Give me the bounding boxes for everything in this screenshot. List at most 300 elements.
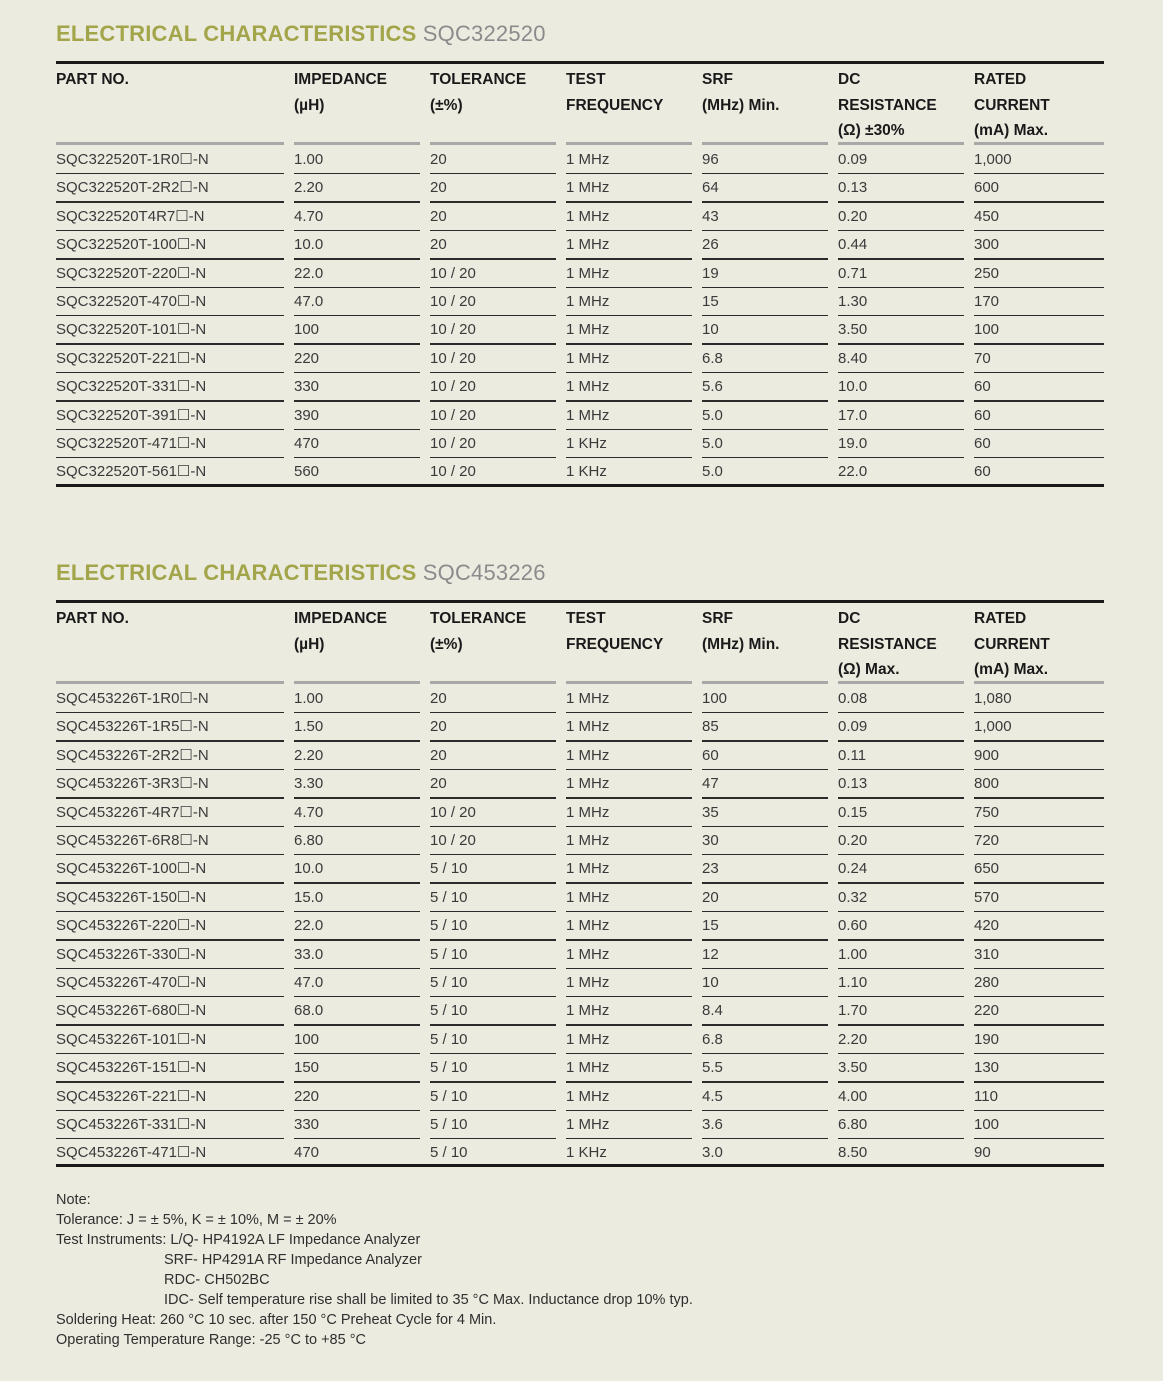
table-row bbox=[56, 458, 1104, 486]
table-cell: 10 / 20 bbox=[430, 832, 476, 849]
table-row bbox=[56, 969, 1104, 997]
table-row bbox=[56, 402, 1104, 430]
header-rule bbox=[974, 681, 1104, 684]
column-header-line: RATED bbox=[974, 71, 1027, 88]
table-cell: 1,000 bbox=[974, 151, 1012, 168]
table-cell: 85 bbox=[702, 718, 719, 736]
table-cell: 1 MHz bbox=[566, 1059, 610, 1077]
table-cell: 1 MHz bbox=[566, 236, 610, 254]
table-cell: 150 bbox=[294, 1059, 320, 1077]
table-cell: 190 bbox=[974, 1030, 1000, 1048]
table-cell: 60 bbox=[974, 378, 991, 396]
note-instruments: Test Instruments: L/Q- HP4192A LF Impedance Analyzer bbox=[56, 1232, 421, 1248]
column-header bbox=[566, 67, 663, 118]
table-cell: SQC322520T-1R0☐-N bbox=[56, 151, 209, 168]
column-header-line: TOLERANCE bbox=[430, 610, 527, 627]
column-header-line: TEST bbox=[566, 71, 606, 88]
table-cell: 10.0 bbox=[838, 378, 868, 396]
table-cell: SQC453226T-680☐-N bbox=[56, 1002, 207, 1020]
column-header-line: FREQUENCY bbox=[566, 96, 664, 114]
table-cell: 300 bbox=[974, 236, 1000, 254]
table-cell: 1.00 bbox=[838, 945, 868, 963]
table-cell: 1 MHz bbox=[566, 917, 610, 935]
table-cell: 22.0 bbox=[294, 264, 324, 282]
table-cell: 2.20 bbox=[294, 746, 324, 764]
table-cell: 1 KHz bbox=[566, 1144, 607, 1162]
note-tolerance: Tolerance: J = ± 5%, K = ± 10%, M = ± 20% bbox=[56, 1212, 337, 1228]
table-header bbox=[56, 606, 1104, 684]
table-cell: 6.80 bbox=[838, 1116, 868, 1133]
table-row bbox=[56, 316, 1104, 344]
table-cell: 220 bbox=[294, 1087, 320, 1105]
table-cell: SQC322520T-2R2☐-N bbox=[56, 179, 209, 197]
table-cell: SQC453226T-470☐-N bbox=[56, 974, 207, 991]
table-cell: 6.8 bbox=[702, 1030, 723, 1048]
table-cell: 4.70 bbox=[294, 207, 324, 225]
table-cell: SQC453226T-221☐-N bbox=[56, 1087, 207, 1105]
table-cell: 170 bbox=[974, 293, 1000, 310]
table-cell: 1 MHz bbox=[566, 1087, 610, 1105]
table-row bbox=[56, 260, 1104, 288]
table-cell: 4.00 bbox=[838, 1087, 868, 1105]
title-brand: ELECTRICAL CHARACTERISTICS bbox=[56, 21, 417, 46]
table-cell: 19.0 bbox=[838, 435, 868, 452]
column-header-line: IMPEDANCE bbox=[294, 71, 388, 88]
table-cell: SQC322520T-221☐-N bbox=[56, 349, 207, 367]
table-cell: 1 MHz bbox=[566, 746, 610, 764]
table-cell: SQC453226T-330☐-N bbox=[56, 945, 207, 963]
table-cell: 60 bbox=[974, 463, 991, 481]
column-header-line: TOLERANCE bbox=[430, 71, 527, 88]
table-cell: 130 bbox=[974, 1059, 1000, 1077]
table-cell: 5 / 10 bbox=[430, 974, 468, 991]
table-row bbox=[56, 941, 1104, 969]
table-cell: 1.50 bbox=[294, 718, 324, 736]
table-cell: 330 bbox=[294, 1116, 320, 1133]
table-section-sqc322520 bbox=[56, 20, 1104, 490]
table-cell: 420 bbox=[974, 917, 1000, 935]
table-cell: 5 / 10 bbox=[430, 888, 468, 906]
column-header bbox=[838, 606, 937, 683]
table-cell: 23 bbox=[702, 860, 719, 878]
table-cell: SQC322520T4R7☐-N bbox=[56, 207, 205, 225]
table-cell: 800 bbox=[974, 775, 1000, 793]
table-cell: 20 bbox=[430, 236, 447, 254]
table-cell: 4.70 bbox=[294, 803, 324, 821]
table-cell: 15.0 bbox=[294, 888, 324, 906]
column-header-line: TEST bbox=[566, 610, 606, 627]
table-cell: SQC453226T-471☐-N bbox=[56, 1144, 207, 1162]
table-row bbox=[56, 742, 1104, 770]
table-cell: 100 bbox=[294, 1030, 320, 1048]
table-cell: 20 bbox=[430, 207, 447, 225]
column-header-line: (±%) bbox=[430, 635, 463, 653]
table-cell: SQC453226T-1R5☐-N bbox=[56, 718, 209, 736]
column-header bbox=[838, 67, 937, 144]
table-cell: 0.20 bbox=[838, 832, 868, 849]
table-row bbox=[56, 1111, 1104, 1139]
table-row bbox=[56, 713, 1104, 741]
table-cell: SQC453226T-331☐-N bbox=[56, 1116, 207, 1133]
table-cell: 0.24 bbox=[838, 860, 868, 878]
column-header-line: CURRENT bbox=[974, 96, 1050, 114]
table-cell: 17.0 bbox=[838, 406, 868, 424]
table-cell: 250 bbox=[974, 264, 1000, 282]
table-cell: 70 bbox=[974, 349, 991, 367]
note-idc: IDC- Self temperature rise shall be limited to 35 °C Max. Inductance drop 10% typ. bbox=[164, 1292, 693, 1308]
table-cell: 2.20 bbox=[838, 1030, 868, 1048]
table-cell: 20 bbox=[430, 718, 447, 736]
table-cell: 96 bbox=[702, 151, 719, 168]
table-cell: 0.09 bbox=[838, 151, 868, 168]
column-header-line: CURRENT bbox=[974, 635, 1050, 653]
header-rule bbox=[702, 681, 828, 684]
column-header-line: (MHz) Min. bbox=[702, 635, 780, 653]
table-cell: SQC322520T-391☐-N bbox=[56, 406, 207, 424]
table-cell: 650 bbox=[974, 860, 1000, 878]
table-cell: SQC453226T-151☐-N bbox=[56, 1059, 207, 1077]
column-header bbox=[294, 606, 387, 657]
table-cell: 8.4 bbox=[702, 1002, 723, 1020]
table-cell: SQC322520T-100☐-N bbox=[56, 236, 207, 254]
table-cell: 60 bbox=[702, 746, 719, 764]
table-cell: 1 MHz bbox=[566, 803, 610, 821]
table-bottom-rule bbox=[56, 1164, 1104, 1167]
header-rule bbox=[566, 142, 692, 145]
column-header bbox=[566, 606, 663, 657]
table-cell: 5 / 10 bbox=[430, 1144, 468, 1162]
table-cell: 5.6 bbox=[702, 378, 723, 396]
column-header bbox=[702, 67, 779, 118]
column-header-line: (Ω) ±30% bbox=[838, 122, 905, 139]
table-cell: 310 bbox=[974, 945, 1000, 963]
table-cell: 20 bbox=[430, 746, 447, 764]
column-header-line: RATED bbox=[974, 610, 1027, 627]
table-cell: 12 bbox=[702, 945, 719, 963]
table-cell: 10 / 20 bbox=[430, 435, 476, 452]
table-cell: 5.0 bbox=[702, 406, 723, 424]
column-header bbox=[974, 67, 1050, 144]
table-cell: 5.0 bbox=[702, 463, 723, 481]
table-cell: 8.40 bbox=[838, 349, 868, 367]
table-cell: 1 MHz bbox=[566, 945, 610, 963]
table-cell: 1 MHz bbox=[566, 406, 610, 424]
table-cell: 720 bbox=[974, 832, 1000, 849]
table-cell: 1.10 bbox=[838, 974, 868, 991]
table-cell: 10 / 20 bbox=[430, 803, 476, 821]
table-row bbox=[56, 373, 1104, 401]
table-cell: 1 KHz bbox=[566, 435, 607, 452]
table-cell: 1.00 bbox=[294, 151, 324, 168]
table-cell: SQC322520T-331☐-N bbox=[56, 378, 207, 396]
column-header-line: (mA) Max. bbox=[974, 661, 1049, 678]
table-row bbox=[56, 1083, 1104, 1111]
table-cell: 10 / 20 bbox=[430, 321, 476, 339]
table-cell: 220 bbox=[974, 1002, 1000, 1020]
table-cell: SQC453226T-150☐-N bbox=[56, 888, 207, 906]
table-cell: 10 / 20 bbox=[430, 293, 476, 310]
table-cell: 10 bbox=[702, 321, 719, 339]
title-model: SQC322520 bbox=[422, 21, 546, 46]
header-rule bbox=[838, 681, 964, 684]
table-cell: 470 bbox=[294, 435, 320, 452]
note-operating: Operating Temperature Range: -25 °C to +85 °C bbox=[56, 1332, 366, 1348]
table-cell: 450 bbox=[974, 207, 1000, 225]
section-title bbox=[56, 21, 546, 47]
table-cell: 20 bbox=[430, 151, 447, 168]
column-header-line: (µH) bbox=[294, 635, 325, 653]
table-top-rule bbox=[56, 61, 1104, 64]
header-rule bbox=[294, 681, 420, 684]
header-rule bbox=[56, 142, 284, 145]
table-row bbox=[56, 1026, 1104, 1054]
column-header-line: IMPEDANCE bbox=[294, 610, 388, 627]
table-cell: 1 MHz bbox=[566, 888, 610, 906]
table-cell: 47 bbox=[702, 775, 719, 793]
table-top-rule bbox=[56, 600, 1104, 603]
table-cell: 0.08 bbox=[838, 690, 868, 707]
column-header-line: (mA) Max. bbox=[974, 122, 1049, 139]
column-header bbox=[702, 606, 779, 657]
column-header-line: RESISTANCE bbox=[838, 96, 937, 114]
header-rule bbox=[56, 681, 284, 684]
column-header-line: FREQUENCY bbox=[566, 635, 664, 653]
header-rule bbox=[430, 681, 556, 684]
table-cell: 100 bbox=[294, 321, 320, 339]
column-header-line: SRF bbox=[702, 610, 733, 627]
header-rule bbox=[566, 681, 692, 684]
table-cell: 0.60 bbox=[838, 917, 868, 935]
table-cell: 1 MHz bbox=[566, 207, 610, 225]
column-header bbox=[56, 606, 129, 632]
header-rule bbox=[430, 142, 556, 145]
table-row bbox=[56, 770, 1104, 798]
table-cell: 900 bbox=[974, 746, 1000, 764]
table-cell: 110 bbox=[974, 1087, 998, 1105]
table-cell: 5 / 10 bbox=[430, 1059, 468, 1077]
table-cell: 0.71 bbox=[838, 264, 868, 282]
table-cell: SQC322520T-561☐-N bbox=[56, 463, 207, 481]
table-section-sqc453226 bbox=[56, 559, 1104, 1171]
table-cell: SQC322520T-220☐-N bbox=[56, 264, 207, 282]
table-cell: 0.15 bbox=[838, 803, 868, 821]
table-cell: 1.70 bbox=[838, 1002, 868, 1020]
table-cell: 600 bbox=[974, 179, 1000, 197]
table-cell: 10.0 bbox=[294, 236, 324, 254]
table-cell: 470 bbox=[294, 1144, 320, 1162]
table-cell: SQC322520T-471☐-N bbox=[56, 435, 207, 452]
table-cell: 5 / 10 bbox=[430, 1030, 468, 1048]
section-title bbox=[56, 560, 546, 586]
table-cell: 5 / 10 bbox=[430, 860, 468, 878]
table-cell: 3.30 bbox=[294, 775, 324, 793]
column-header bbox=[294, 67, 387, 118]
table-cell: 1,000 bbox=[974, 718, 1012, 736]
table-cell: 20 bbox=[430, 775, 447, 793]
column-header-line: DC bbox=[838, 610, 861, 627]
table-cell: 750 bbox=[974, 803, 1000, 821]
table-cell: 3.6 bbox=[702, 1116, 723, 1133]
column-header-line: SRF bbox=[702, 71, 733, 88]
table-cell: SQC322520T-101☐-N bbox=[56, 321, 207, 339]
note-heading: Note: bbox=[56, 1192, 91, 1208]
column-header-line: (MHz) Min. bbox=[702, 96, 780, 114]
table-row bbox=[56, 912, 1104, 940]
note-soldering: Soldering Heat: 260 °C 10 sec. after 150 °C Preheat Cycle for 4 Min. bbox=[56, 1312, 497, 1328]
table-cell: 10 / 20 bbox=[430, 264, 476, 282]
table-cell: 20 bbox=[430, 690, 447, 707]
table-cell: 560 bbox=[294, 463, 320, 481]
table-cell: 10 / 20 bbox=[430, 406, 476, 424]
table-cell: 5 / 10 bbox=[430, 917, 468, 935]
header-rule bbox=[294, 142, 420, 145]
table-cell: 1 MHz bbox=[566, 775, 610, 793]
header-rule bbox=[838, 142, 964, 145]
table-cell: 5 / 10 bbox=[430, 945, 468, 963]
table-cell: SQC453226T-100☐-N bbox=[56, 860, 207, 878]
table-cell: 68.0 bbox=[294, 1002, 324, 1020]
table-cell: 2.20 bbox=[294, 179, 324, 197]
table-cell: 390 bbox=[294, 406, 320, 424]
table-cell: 35 bbox=[702, 803, 719, 821]
table-cell: 4.5 bbox=[702, 1087, 723, 1105]
table-cell: 5 / 10 bbox=[430, 1116, 468, 1133]
table-cell: 1 KHz bbox=[566, 463, 607, 481]
table-cell: 64 bbox=[702, 179, 719, 197]
table-row bbox=[56, 146, 1104, 174]
table-cell: 1 MHz bbox=[566, 151, 610, 168]
table-cell: 3.50 bbox=[838, 321, 868, 339]
table-cell: 570 bbox=[974, 888, 1000, 906]
table-cell: SQC453226T-4R7☐-N bbox=[56, 803, 209, 821]
table-row bbox=[56, 203, 1104, 231]
table-cell: 90 bbox=[974, 1144, 991, 1162]
table-cell: 5 / 10 bbox=[430, 1087, 468, 1105]
table-cell: 1 MHz bbox=[566, 349, 610, 367]
table-cell: 1 MHz bbox=[566, 321, 610, 339]
table-cell: 220 bbox=[294, 349, 320, 367]
table-cell: 15 bbox=[702, 293, 719, 310]
column-header-line: RESISTANCE bbox=[838, 635, 937, 653]
table-cell: 60 bbox=[974, 435, 991, 452]
table-cell: 1 MHz bbox=[566, 179, 610, 197]
column-header-line: (µH) bbox=[294, 96, 325, 114]
table-cell: 8.50 bbox=[838, 1144, 868, 1162]
table-row bbox=[56, 288, 1104, 316]
table-cell: SQC453226T-3R3☐-N bbox=[56, 775, 209, 793]
table-cell: 1 MHz bbox=[566, 974, 610, 991]
table-cell: 26 bbox=[702, 236, 719, 254]
table-row bbox=[56, 1054, 1104, 1082]
table-row bbox=[56, 345, 1104, 373]
table-cell: 22.0 bbox=[838, 463, 868, 481]
column-header-line: (Ω) Max. bbox=[838, 661, 900, 678]
table-row bbox=[56, 884, 1104, 912]
table-row bbox=[56, 174, 1104, 202]
table-cell: 43 bbox=[702, 207, 719, 225]
header-rule bbox=[702, 142, 828, 145]
table-cell: 1 MHz bbox=[566, 293, 610, 310]
table-cell: 1.30 bbox=[838, 293, 868, 310]
table-cell: 1 MHz bbox=[566, 860, 610, 878]
table-cell: 47.0 bbox=[294, 974, 324, 991]
table-header bbox=[56, 67, 1104, 145]
column-header bbox=[430, 67, 526, 118]
table-cell: 1 MHz bbox=[566, 832, 610, 849]
table-bottom-rule bbox=[56, 484, 1104, 487]
table-cell: 330 bbox=[294, 378, 320, 396]
column-header bbox=[430, 606, 526, 657]
table-cell: 1.00 bbox=[294, 690, 324, 707]
table-cell: 0.44 bbox=[838, 236, 868, 254]
table-cell: 100 bbox=[974, 321, 1000, 339]
table-row bbox=[56, 855, 1104, 883]
table-cell: 1 MHz bbox=[566, 378, 610, 396]
table-row bbox=[56, 827, 1104, 855]
table-cell: 33.0 bbox=[294, 945, 324, 963]
table-cell: 10 / 20 bbox=[430, 463, 476, 481]
title-model: SQC453226 bbox=[422, 560, 546, 585]
table-cell: 100 bbox=[974, 1116, 1000, 1133]
note-rdc: RDC- CH502BC bbox=[164, 1272, 270, 1288]
table-cell: 1 MHz bbox=[566, 1116, 610, 1133]
table-cell: 5.5 bbox=[702, 1059, 723, 1077]
table-cell: SQC322520T-470☐-N bbox=[56, 293, 207, 310]
table-cell: 0.11 bbox=[838, 746, 867, 764]
table-row bbox=[56, 799, 1104, 827]
table-cell: 1,080 bbox=[974, 690, 1012, 707]
table-cell: 10 bbox=[702, 974, 719, 991]
column-header bbox=[56, 67, 129, 93]
table-cell: 280 bbox=[974, 974, 1000, 991]
notes-block bbox=[56, 1190, 693, 1350]
column-header-line: (±%) bbox=[430, 96, 463, 114]
table-cell: 60 bbox=[974, 406, 991, 424]
table-cell: 0.20 bbox=[838, 207, 868, 225]
table-cell: 47.0 bbox=[294, 293, 324, 310]
table-cell: 1 MHz bbox=[566, 718, 610, 736]
table-cell: SQC453226T-101☐-N bbox=[56, 1030, 207, 1048]
table-cell: 1 MHz bbox=[566, 690, 610, 707]
table-cell: 100 bbox=[702, 690, 728, 707]
table-cell: 0.13 bbox=[838, 179, 868, 197]
table-row bbox=[56, 231, 1104, 259]
table-cell: 5.0 bbox=[702, 435, 723, 452]
table-cell: 6.80 bbox=[294, 832, 324, 849]
table-cell: SQC453226T-2R2☐-N bbox=[56, 746, 209, 764]
table-row bbox=[56, 685, 1104, 713]
table-cell: 10 / 20 bbox=[430, 349, 476, 367]
table-cell: 6.8 bbox=[702, 349, 723, 367]
table-cell: 20 bbox=[702, 888, 719, 906]
table-cell: 3.0 bbox=[702, 1144, 723, 1162]
column-header bbox=[974, 606, 1050, 683]
table-cell: SQC453226T-220☐-N bbox=[56, 917, 207, 935]
table-row bbox=[56, 430, 1104, 458]
title-brand: ELECTRICAL CHARACTERISTICS bbox=[56, 560, 417, 585]
table-cell: 15 bbox=[702, 917, 719, 935]
table-cell: 1 MHz bbox=[566, 1030, 610, 1048]
table-cell: 10.0 bbox=[294, 860, 324, 878]
column-header-line: PART NO. bbox=[56, 610, 129, 627]
table-cell: SQC453226T-1R0☐-N bbox=[56, 690, 209, 707]
table-cell: 0.13 bbox=[838, 775, 868, 793]
table-cell: 1 MHz bbox=[566, 264, 610, 282]
column-header-line: DC bbox=[838, 71, 861, 88]
table-cell: 1 MHz bbox=[566, 1002, 610, 1020]
table-cell: SQC453226T-6R8☐-N bbox=[56, 832, 209, 849]
table-cell: 20 bbox=[430, 179, 447, 197]
